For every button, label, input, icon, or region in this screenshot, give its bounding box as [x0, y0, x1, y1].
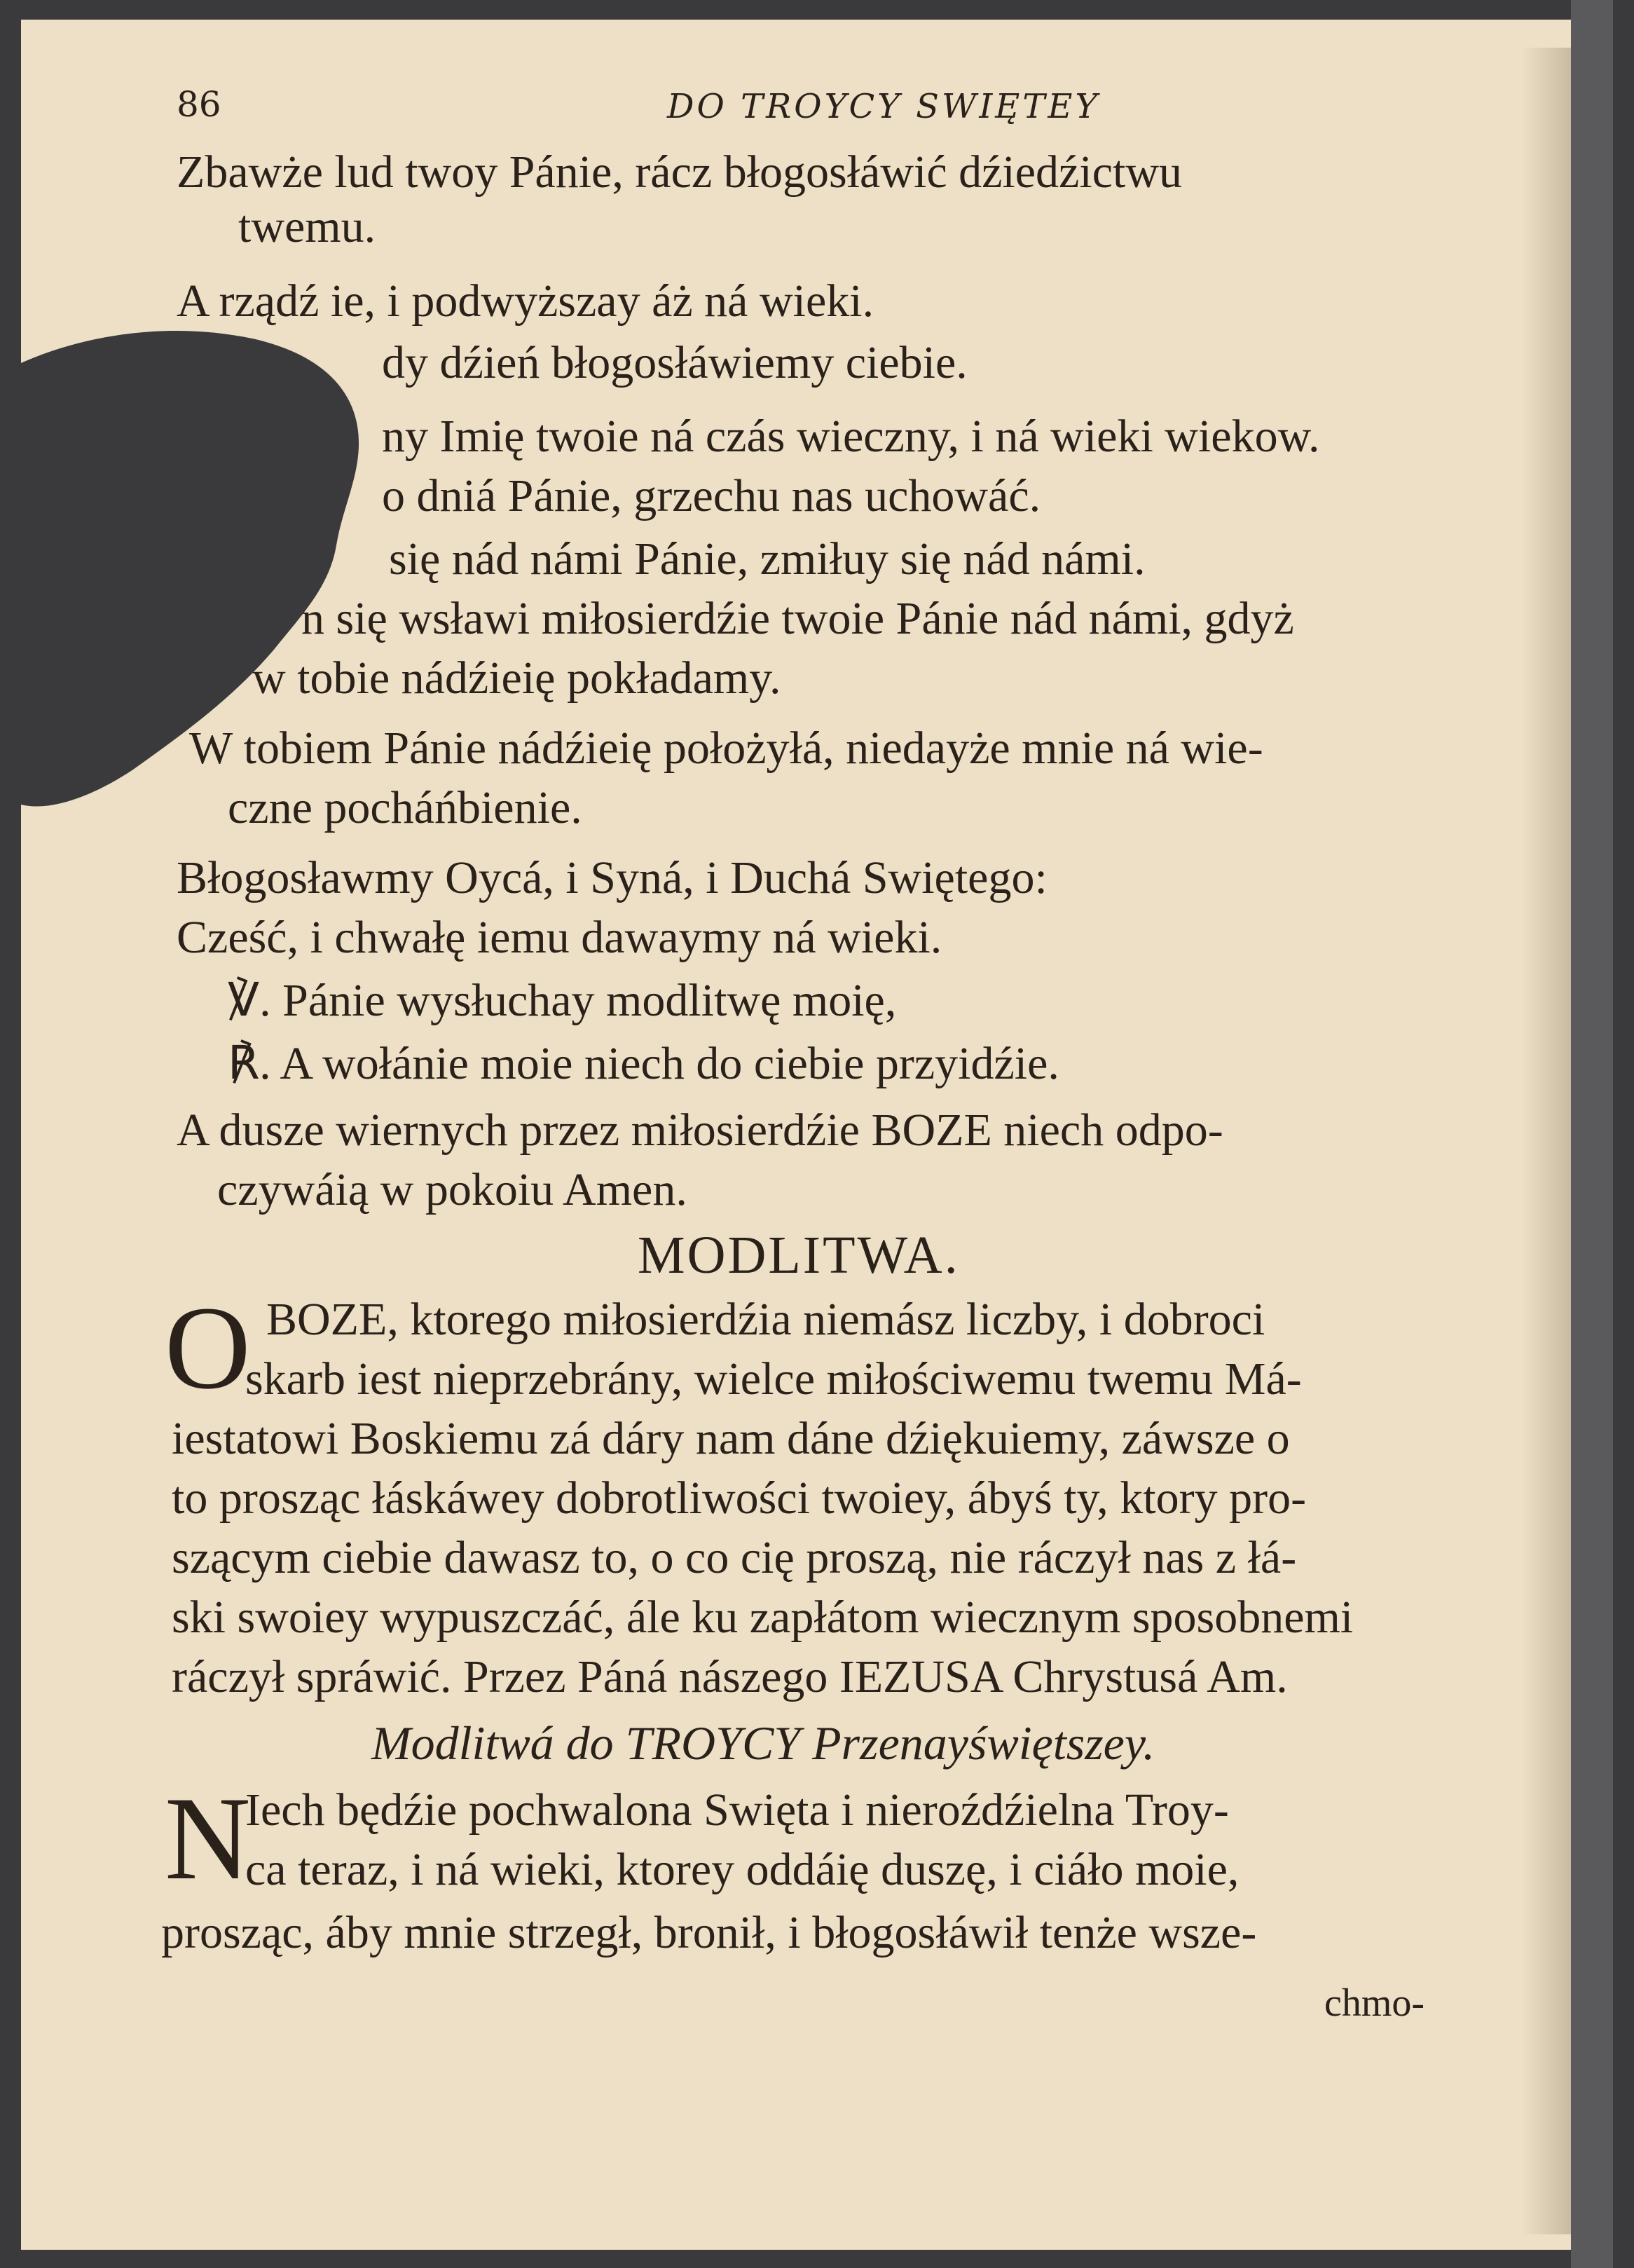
text-line: skarb iest nieprzebrány, wielce miłościwemu twemu Má- — [245, 1353, 1302, 1405]
text-line: ny Imię twoie ná czás wieczny, i ná wieki wiekow. — [382, 411, 1320, 462]
prayer-subheading: Modlitwá do TROYCY Przenayświętszey. — [371, 1716, 1155, 1770]
text-line: twemu. — [238, 201, 376, 252]
catchword: chmo- — [1324, 1981, 1425, 2025]
text-line: A rządź ie, i podwyższay áż ná wieki. — [177, 275, 874, 327]
text-line: o dniá Pánie, grzechu nas uchowáć. — [382, 470, 1041, 521]
text-line: prosząc, áby mnie strzegł, bronił, i błogosłáwił tenże wsze- — [161, 1907, 1257, 1958]
text-line: W tobiem Pánie nádźieię położyłá, niedayże mnie ná wie- — [189, 723, 1263, 774]
text-line: Iech będźie pochwalona Swięta i nieroźdźielna Troy- — [245, 1784, 1229, 1836]
text-line: ski swoiey wypuszczáć, ále ku zapłátom wiecznym sposobnemi — [172, 1592, 1354, 1643]
text-line: ℣. Pánie wysłuchay modlitwę moię, — [228, 975, 897, 1026]
drop-cap: N — [165, 1772, 251, 1904]
text-line: to prosząc łáskáwey dobrotliwości twoiey, ábyś ty, ktory pro- — [172, 1473, 1307, 1524]
book-page — [21, 20, 1592, 2250]
text-line: w tobie nádźieię pokładamy. — [252, 653, 781, 704]
text-line: czne pocháńbienie. — [228, 782, 582, 833]
drop-cap: O — [165, 1282, 251, 1414]
text-line: się nád námi Pánie, zmiłuy się nád námi. — [389, 533, 1146, 585]
text-line: BOZE, ktorego miłosierdźia niemász liczby, i dobroci — [266, 1294, 1265, 1345]
text-line: ca teraz, i ná wieki, ktorey oddáię duszę, i ciáło moie, — [245, 1844, 1240, 1895]
prayer-heading: MODLITWA. — [638, 1226, 960, 1285]
text-line: A dusze wiernych przez miłosierdźie BOZE niech odpo- — [177, 1105, 1223, 1156]
running-title: DO TROYCY SWIĘTEY — [667, 87, 1101, 126]
text-line: ℟. A wołánie moie niech do ciebie przyidźie. — [228, 1038, 1059, 1089]
book-edge — [1571, 0, 1613, 2268]
text-line: iestatowi Boskiemu zá dáry nam dáne dźiękuiemy, záwsze o — [172, 1413, 1290, 1464]
text-line: ráczył spráwić. Przez Páná nászego IEZUSA Chrystusá Am. — [172, 1651, 1288, 1702]
text-line: Zbawże lud twoy Pánie, rácz błogosłáwić dźiedźictwu — [177, 146, 1182, 198]
text-line: dy dźień błogosłáwiemy ciebie. — [382, 337, 968, 388]
text-line: n się wsławi miłosierdźie twoie Pánie nád námi, gdyż — [301, 593, 1294, 644]
text-line: Cześć, i chwałę iemu dawaymy ná wieki. — [177, 912, 942, 963]
torn-page-hole — [21, 321, 413, 812]
text-line: Błogosławmy Oycá, i Syná, i Duchá Swiętego: — [177, 852, 1048, 903]
page-number: 86 — [177, 84, 221, 125]
text-line: czywáią w pokoiu Amen. — [217, 1164, 687, 1215]
running-head — [177, 84, 1424, 140]
text-line: szącym ciebie dawasz to, o co cię proszą, nie ráczył nas z łá- — [172, 1532, 1297, 1583]
